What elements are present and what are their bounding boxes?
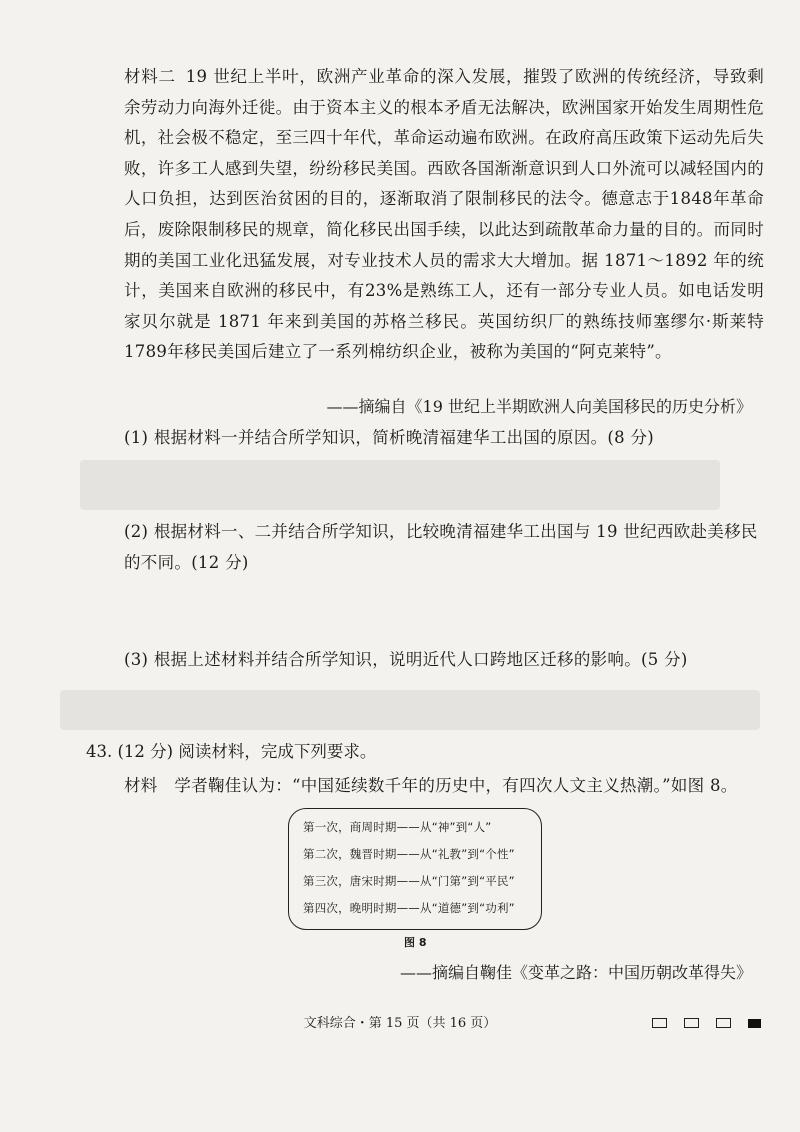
mark-empty xyxy=(652,1018,667,1028)
scan-smudge xyxy=(60,690,760,730)
page-footer: 文科综合・第 15 页（共 16 页） xyxy=(303,1016,497,1031)
mark-empty xyxy=(684,1018,699,1028)
figure-line-1: 第一次，商周时期——从“神”到“人” xyxy=(303,820,492,834)
question-43-source: ——摘编自鞠佳《变革之路：中国历朝改革得失》 xyxy=(399,963,752,982)
material-2-source: ——摘编自《19 世纪上半期欧洲人向美国移民的历史分析》 xyxy=(326,397,752,416)
material-2-paragraph xyxy=(124,62,764,368)
question-1: (1) 根据材料一并结合所学知识，简析晚清福建华工出国的原因。(8 分) xyxy=(124,428,655,447)
material-2-text: 19 世纪上半叶，欧洲产业革命的深入发展，摧毁了欧洲的传统经济，导致剩余劳动力向海外迁徙。由于资本主义的根本矛盾无法解决，欧洲国家开始发生周期性危机，社会极不稳定，至三四十年代，革命运动遍布欧洲。在政府高压政策下运动先后失败，许多工人感到失望，纷纷移民美国。西欧各国渐渐意识到人口外流可以减轻国内的人口负担，达到医治贫困的目的，逐渐取消了限制移民的法令。德意志于1848年革命后，废除限制移民的规章，简化移民出国手续，以此达到疏散革命力量的目的。而同时期的美国工业化迅猛发展，对专业技术人员的需求大大增加。据 1871～1892 年的统计，美国来自欧洲的移民中，有23%是熟练工人，还有一部分专业人员。如电话发明家贝尔就是 1871 年来到美国的苏格兰移民。英国纺织厂的熟练技师塞缪尔·斯莱特1789年移民美国后建立了一系列棉纺织企业，被称为美国的“阿克莱特”。 xyxy=(124,67,764,362)
scan-smudge xyxy=(80,460,720,510)
question-43-heading: 43. (12 分) 阅读材料，完成下列要求。 xyxy=(86,742,377,761)
question-3: (3) 根据上述材料并结合所学知识，说明近代人口跨地区迁移的影响。(5 分) xyxy=(124,650,688,669)
mark-empty xyxy=(716,1018,731,1028)
question-43-material: 材料 学者鞠佳认为：“中国延续数千年的历史中，有四次人文主义热潮。”如图 8。 xyxy=(124,776,738,795)
figure-line-3: 第三次，唐宋时期——从“门第”到“平民” xyxy=(303,874,515,888)
figure-line-2: 第二次，魏晋时期——从“礼教”到“个性” xyxy=(303,847,515,861)
question-2: (2) 根据材料一、二并结合所学知识，比较晚清福建华工出国与 19 世纪西欧赴美移民的不同。(12 分) xyxy=(124,522,758,572)
material-2-label: 材料二 xyxy=(124,67,176,86)
figure-8-caption: 图 8 xyxy=(404,936,427,949)
figure-line-4: 第四次，晚明时期——从“道德”到“功利” xyxy=(303,901,515,915)
figure-8-box xyxy=(288,808,542,930)
mark-filled xyxy=(748,1019,761,1028)
